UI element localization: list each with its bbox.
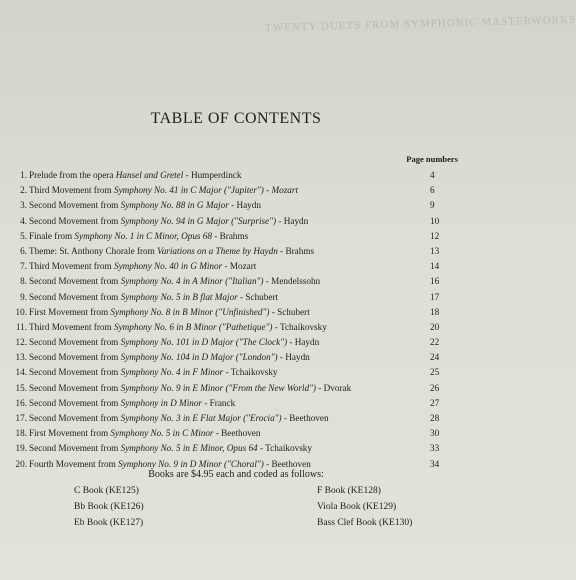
book-c: C Book (KE125) xyxy=(74,486,139,496)
entry-title xyxy=(29,183,298,198)
page-title: TABLE OF CONTENTS xyxy=(150,110,322,127)
entry-prefix: Second Movement from xyxy=(29,397,121,408)
entry-number: 1. xyxy=(20,170,27,180)
entry-work: Symphony No. 88 in G Major xyxy=(120,200,229,211)
toc-entry xyxy=(0,381,472,396)
entry-title xyxy=(29,214,308,229)
toc-entry xyxy=(0,350,472,365)
books-intro: Books are $4.95 each and coded as follows: xyxy=(148,469,324,480)
entry-work: Symphony No. 101 in D Major ("The Clock") xyxy=(120,337,288,348)
entry-composer: - Haydn xyxy=(277,352,310,363)
entry-title xyxy=(29,381,351,396)
entry-composer: - Franck xyxy=(202,397,236,408)
entry-page-number: 27 xyxy=(430,397,440,408)
entry-page-number: 34 xyxy=(430,458,440,469)
entry-title xyxy=(29,290,278,305)
entry-number: 18. xyxy=(15,428,27,439)
entry-composer: - Schubert xyxy=(269,306,310,317)
entry-number: 16. xyxy=(15,397,27,408)
entry-number: 3. xyxy=(20,200,27,211)
entry-page-number: 14 xyxy=(430,261,440,272)
entry-number: 12. xyxy=(15,337,27,348)
entry-prefix: Third Movement from xyxy=(29,185,114,196)
entry-number: 19. xyxy=(15,443,27,454)
book-bass-clef: Bass Clef Book (KE130) xyxy=(317,518,413,528)
entry-number: 20. xyxy=(15,458,27,469)
toc-entry xyxy=(0,183,472,198)
entry-title xyxy=(29,365,278,380)
entry-work: Symphony No. 5 in B flat Major xyxy=(120,291,238,302)
entry-number: 2. xyxy=(20,185,27,196)
toc-entry xyxy=(0,244,472,259)
entry-prefix: Second Movement from xyxy=(29,337,121,348)
toc-entry xyxy=(0,396,472,411)
entry-number: 6. xyxy=(20,245,27,256)
toc-entry xyxy=(0,365,472,380)
entry-prefix: Finale from xyxy=(29,230,75,241)
entry-page-number: 6 xyxy=(430,185,435,196)
entry-page-number: 13 xyxy=(430,245,440,256)
toc-entry xyxy=(0,426,472,441)
entry-page-number: 16 xyxy=(430,276,440,287)
entry-prefix: Second Movement from xyxy=(29,276,121,287)
entry-title xyxy=(29,198,261,213)
entry-page-number: 9 xyxy=(430,200,435,211)
entry-composer: - Brahms xyxy=(211,230,249,241)
entry-title xyxy=(29,426,260,441)
entry-prefix: Second Movement from xyxy=(29,352,121,363)
entry-composer: - Tchaikovsky xyxy=(272,321,327,332)
entry-number: 8. xyxy=(20,276,27,287)
entry-prefix: Second Movement from xyxy=(29,291,121,302)
entry-page-number: 30 xyxy=(430,428,440,439)
entry-composer: - Mendelssohn xyxy=(263,276,321,287)
entry-work: Symphony No. 6 in B Minor ("Pathetique") xyxy=(113,321,273,332)
entry-work: Symphony No. 3 in E Flat Major ("Erocia") xyxy=(120,413,282,423)
entry-composer: - Mozart xyxy=(222,261,257,272)
entry-prefix: Second Movement from xyxy=(29,215,121,226)
entry-title xyxy=(29,441,312,456)
entry-composer: - Beethoven xyxy=(213,428,261,439)
entry-composer: - Brahms xyxy=(277,245,315,256)
entry-work: Symphony No. 1 in C Minor, Opus 68 xyxy=(74,230,212,241)
entry-prefix: Second Movement from xyxy=(29,413,121,423)
entry-page-number: 22 xyxy=(430,337,440,348)
entry-composer: - Humperdinck xyxy=(183,170,242,180)
entry-prefix: First Movement from xyxy=(29,428,111,439)
entry-composer: - Tchaikovsky xyxy=(223,367,278,378)
entry-composer: - Haydn xyxy=(276,215,309,226)
entry-title xyxy=(29,305,310,320)
entry-work: Symphony in D Minor xyxy=(120,397,203,408)
toc-entry xyxy=(0,411,472,426)
toc-entry xyxy=(0,229,472,244)
entry-prefix: Theme: St. Anthony Chorale from xyxy=(29,245,158,256)
entry-composer: - Schubert xyxy=(237,291,279,302)
toc-entry xyxy=(0,274,472,289)
entry-work: Symphony No. 4 in A Minor ("Italian") xyxy=(120,276,264,287)
entry-page-number: 24 xyxy=(430,352,440,363)
entry-title xyxy=(29,229,248,244)
entry-prefix: Second Movement from xyxy=(29,382,121,393)
toc-entry xyxy=(0,290,472,305)
entry-title xyxy=(29,274,320,289)
toc-entry xyxy=(0,305,472,320)
page-numbers-header: Page numbers xyxy=(406,154,458,164)
entry-prefix: Third Movement from xyxy=(29,321,114,332)
entry-composer: - Haydn xyxy=(228,200,261,211)
entry-number: 13. xyxy=(15,352,27,363)
book-eb: Eb Book (KE127) xyxy=(74,518,144,528)
entry-title xyxy=(29,396,235,411)
entry-work: Symphony No. 9 in E Minor ("From the New World") xyxy=(120,382,316,393)
entry-title xyxy=(29,320,327,335)
entry-work: Symphony No. 9 in D Minor ("Choral") xyxy=(118,458,264,469)
entry-prefix: Third Movement from xyxy=(29,261,114,272)
entry-page-number: 25 xyxy=(430,367,440,378)
entry-prefix: Fourth Movement from xyxy=(29,458,119,469)
entry-work: Symphony No. 5 in C Minor xyxy=(110,428,214,439)
entry-title xyxy=(29,335,319,350)
entry-page-number: 18 xyxy=(430,306,440,317)
toc-entry xyxy=(0,259,472,274)
entry-number: 5. xyxy=(20,230,27,241)
toc-entry xyxy=(0,441,472,456)
entry-composer: - Beethoven xyxy=(263,458,311,469)
entry-number: 9. xyxy=(20,291,27,302)
toc-list xyxy=(0,168,472,472)
entry-composer: - Beethoven xyxy=(281,413,329,423)
book-bb: Bb Book (KE126) xyxy=(74,502,144,512)
entry-composer: - Dvorak xyxy=(315,382,352,393)
entry-title xyxy=(29,244,314,259)
entry-page-number: 26 xyxy=(430,382,440,393)
entry-number: 10. xyxy=(15,306,27,317)
entry-work: Symphony No. 40 in G Minor xyxy=(113,261,223,272)
entry-work: Symphony No. 104 in D Major ("London") xyxy=(120,352,278,363)
toc-entry xyxy=(0,214,472,229)
book-viola: Viola Book (KE129) xyxy=(317,502,397,512)
entry-page-number: 20 xyxy=(430,321,440,332)
entry-work: Symphony No. 94 in G Major ("Surprise") xyxy=(120,215,277,226)
entry-title xyxy=(29,168,241,183)
entry-prefix: First Movement from xyxy=(29,306,111,317)
entry-number: 14. xyxy=(15,367,27,378)
entry-number: 4. xyxy=(20,215,27,226)
entry-prefix: Prelude from the opera xyxy=(29,170,116,180)
entry-page-number: 12 xyxy=(430,230,440,241)
entry-number: 7. xyxy=(20,261,27,272)
entry-number: 17. xyxy=(15,413,27,423)
entry-page-number: 17 xyxy=(430,291,440,302)
entry-page-number: 33 xyxy=(430,443,440,454)
entry-page-number: 28 xyxy=(430,413,440,423)
bleed-through-text: TWENTY DUETS FROM SYMPHONIC MASTERWORKS xyxy=(264,13,576,35)
entry-composer: - Haydn xyxy=(287,337,320,348)
toc-entry xyxy=(0,320,472,335)
entry-title xyxy=(29,350,310,365)
entry-prefix: Second Movement from xyxy=(29,367,121,378)
entry-page-number: 10 xyxy=(430,215,440,226)
entry-title xyxy=(29,411,329,426)
entry-work: Symphony No. 5 in E Minor, Opus 64 xyxy=(120,443,258,454)
entry-page-number: 4 xyxy=(430,170,435,180)
entry-composer: - Tchaikovsky xyxy=(257,443,312,454)
toc-entry xyxy=(0,335,472,350)
entry-prefix: Second Movement from xyxy=(29,443,121,454)
entry-work: Variations on a Theme by Haydn xyxy=(157,245,278,256)
entry-work: Symphony No. 8 in B Minor ("Unfinished") xyxy=(110,306,270,317)
entry-number: 11. xyxy=(15,321,27,332)
toc-entry xyxy=(0,198,472,213)
toc-entry xyxy=(0,168,472,183)
entry-work: Hansel and Gretel xyxy=(115,170,184,180)
entry-work: Symphony No. 41 in C Major ("Jupiter") - Mozart xyxy=(113,185,299,196)
entry-number: 15. xyxy=(15,382,27,393)
book-f: F Book (KE128) xyxy=(317,486,381,496)
entry-title xyxy=(29,259,256,274)
entry-prefix: Second Movement from xyxy=(29,200,121,211)
entry-work: Symphony No. 4 in F Minor xyxy=(120,367,224,378)
